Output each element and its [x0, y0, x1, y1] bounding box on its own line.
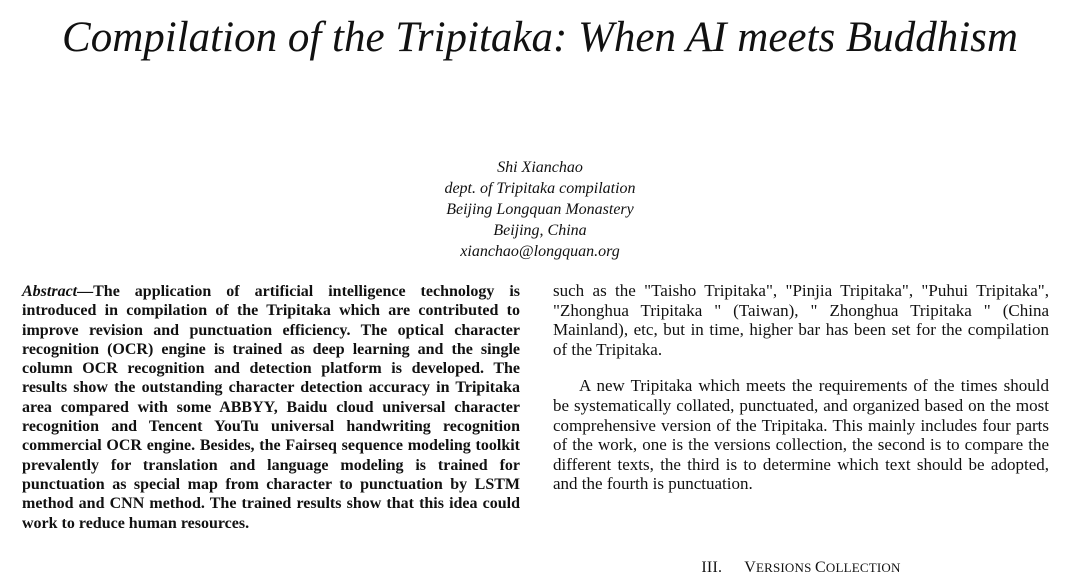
abstract — [22, 282, 520, 533]
body-right-column — [553, 281, 1049, 494]
author-email: xianchao@longquan.org — [460, 243, 620, 260]
abstract-dash: — — [77, 283, 94, 300]
section-number: III. — [701, 559, 723, 576]
body-paragraph-2: A new Tripitaka which meets the requirements of the times should be systematically collated, punctuated, and organized based on the most comprehensive version of the Tripitaka. This mainly includes four parts of the work, one is the versions collection, the second is to compare the different texts, the third is to determine which text should be adopted, and the fourth is punctuation. — [553, 376, 1049, 494]
abstract-label: Abstract — [22, 283, 78, 300]
section-title-ersions: ERSIONS — [755, 560, 815, 575]
author-block — [290, 157, 790, 262]
section-title-v: V — [744, 559, 756, 576]
section-heading — [553, 558, 1049, 578]
author-location: Beijing, China — [493, 222, 587, 239]
section-title-ollection: OLLECTION — [825, 560, 901, 575]
paper-title: Compilation of the Tripitaka: When AI meets Buddhism — [62, 14, 1018, 61]
abstract-text: The application of artificial intelligence technology is introduced in compilation of the Tripitaka which are contributed to improve revision and punctuation efficiency. The optical character recognition (OCR) engine is trained as deep learning and the single column OCR recognition and detection platform is developed. The results show the outstanding character detection accuracy in Tripitaka area compared with some ABBYY, Baidu cloud universal character recognition and Tencent YouTu universal handwriting recognition commercial OCR engine. Besides, the Fairseq sequence modeling toolkit prevalently for translation and language modeling is trained for punctuation as special map from character to punctuation by LSTM method and CNN method. The trained results show that this idea could work to reduce human resources. — [22, 283, 520, 532]
body-paragraph-1: such as the "Taisho Tripitaka", "Pinjia Tripitaka", "Puhui Tripitaka", "Zhonghua Tripitaka " (Taiwan), " Zhonghua Tripitaka " (China Mainland), etc, but in time, higher bar has been set for the compilation of the Tripitaka. — [553, 281, 1049, 359]
section-title-c: C — [814, 559, 826, 576]
author-dept: dept. of Tripitaka compilation — [444, 180, 636, 197]
author-name: Shi Xianchao — [497, 159, 583, 176]
author-org: Beijing Longquan Monastery — [446, 201, 634, 218]
